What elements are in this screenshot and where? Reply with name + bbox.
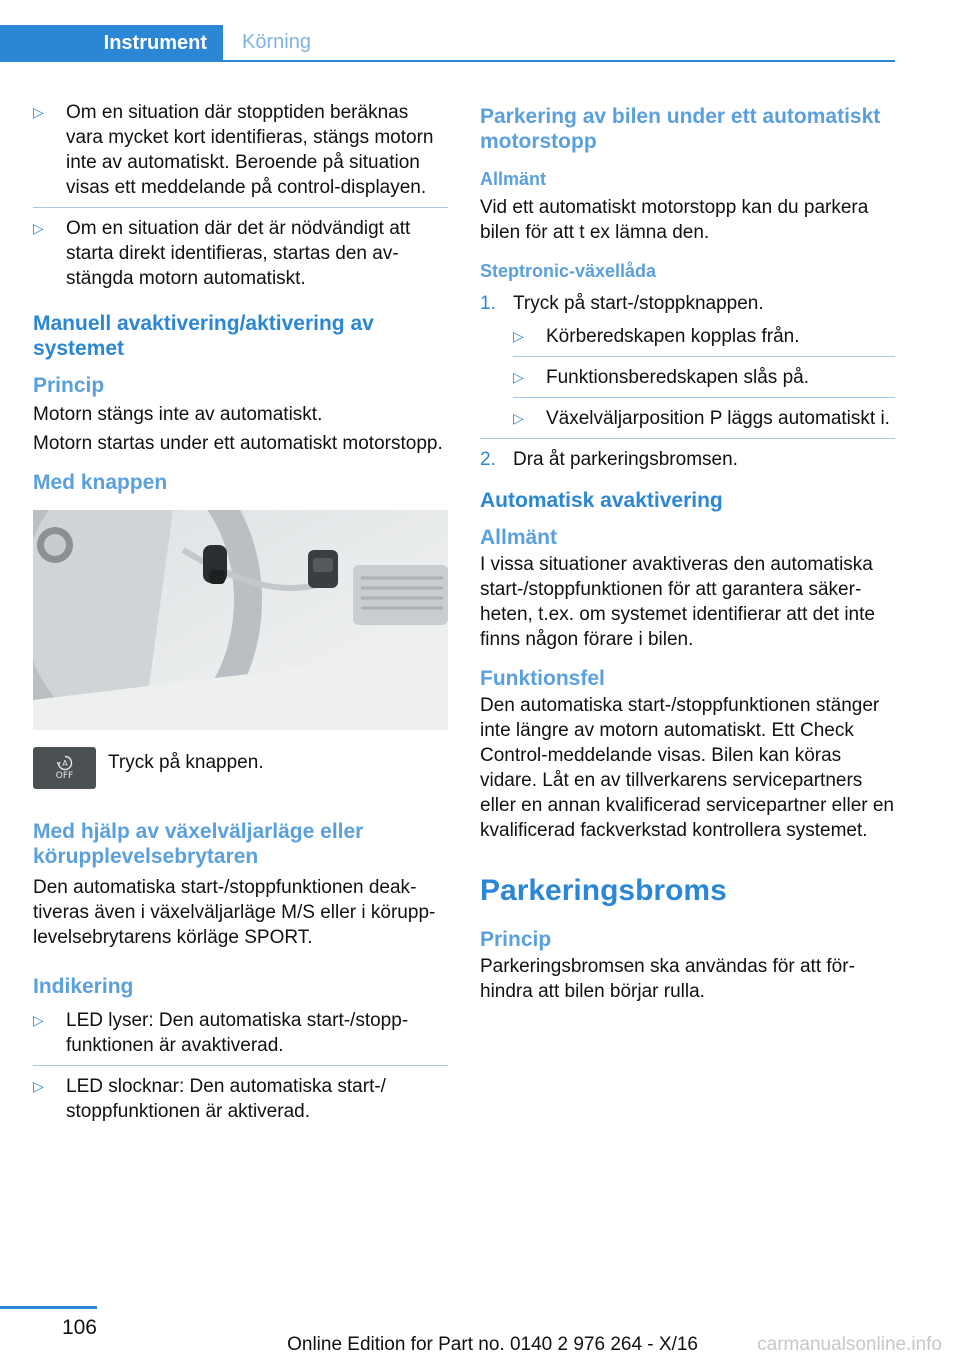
left-column (33, 100, 448, 1140)
funktionsfel-paragraph: Den automatiska start-/stoppfunktionen stänger inte längre av motorn automatiskt. Ett Check Control-meddelande visas. Bilen kan köras vidare. Låt en av tillverkarens servicepartners eller en annan kvalificerad servicepartner eller en kvalificerad fackverkstad kontrollera systemet. (480, 695, 895, 841)
list-item: 1. Tryck på start-/stoppknappen. ▷ Körberedskapen kopplas från. ▷ Funktionsberedskapen slås på. ▷ Växelväljarposition P läggs automatiskt i. (480, 291, 895, 439)
heading-automatisk-avaktivering: Automatisk avaktivering (480, 489, 723, 512)
heading-allmant-1: Allmänt (480, 169, 547, 189)
heading-indikering: Indikering (33, 975, 134, 998)
heading-princip: Princip (33, 374, 105, 397)
heading-princip-2: Princip (480, 928, 552, 951)
triangle-bullet-icon: ▷ (33, 1078, 44, 1094)
list-item: ▷ Om en situation där stopptiden beräknas vara mycket kort identifieras, stängs motorn inte av automatiskt. Beroende på situation visas ett meddelande på control-displayen. (33, 100, 448, 208)
tab-korning[interactable]: Körning (242, 31, 311, 53)
heading-med-knappen: Med knappen (33, 471, 168, 494)
page-number: 106 (61, 1316, 97, 1339)
list-item: ▷ Om en situation där det är nödvändigt att starta direkt identifieras, startas den avstängda motorn automatiskt. (33, 218, 411, 289)
list-item: ▷ Funktionsberedskapen slås på. (513, 365, 895, 398)
right-column (480, 100, 895, 1004)
step-1-sublist (513, 324, 895, 431)
page-number-rule (0, 1306, 97, 1309)
heading-funktionsfel: Funktionsfel (480, 667, 605, 690)
vaxel-paragraph: Den automatiska start-/stoppfunktionen deaktiveras även i växelväljarläge M/S eller i körupplevelsebrytarens körläge SPORT. (33, 877, 436, 948)
button-caption: Tryck på knappen. (108, 752, 264, 773)
watermark: carmanualsonline.info (757, 1334, 942, 1355)
allmant-2-paragraph: I vissa situationer avaktiveras den automatiska start-/stoppfunktionen för att garantera säkerheten, t.ex. om systemet identifierar att det inte finns någon förare i bilen. (480, 554, 875, 650)
triangle-bullet-icon: ▷ (513, 410, 524, 426)
dashboard-photo (33, 510, 448, 730)
heading-allmant-2: Allmänt (480, 526, 558, 549)
button-caption-row (33, 747, 448, 789)
button-icon-label: OFF (55, 771, 74, 781)
list-item: ▷ LED lyser: Den automatiska start-/stoppfunktionen är avaktiverad. (33, 1008, 448, 1066)
edition-footer: Online Edition for Part no. 0140 2 976 264 - X/16 (287, 1334, 698, 1355)
heading-parkering: Parkering av bilen under ett automatiskt motorstopp (480, 105, 881, 153)
stop-conditions-list (33, 100, 448, 299)
auto-start-stop-button-icon (33, 747, 96, 789)
dashboard-illustration (33, 510, 448, 730)
princip-line-2: Motorn startas under ett automatiskt motorstopp. (33, 433, 443, 454)
header-rule (0, 60, 895, 62)
princip-line-1: Motorn stängs inte av automatiskt. (33, 404, 323, 425)
triangle-bullet-icon: ▷ (513, 328, 524, 344)
princip-2-paragraph: Parkeringsbromsen ska användas för att förhindra att bilen börjar rulla. (480, 956, 855, 1002)
heading-steptronic: Steptronic-växellåda (480, 261, 657, 281)
step-number: 2. (480, 449, 496, 470)
triangle-bullet-icon: ▷ (33, 220, 44, 236)
steptronic-steps (480, 291, 895, 480)
heading-parkeringsbroms: Parkeringsbroms (480, 874, 727, 907)
list-item: 2. Dra åt parkeringsbromsen. (480, 449, 738, 470)
heading-med-hjalp: Med hjälp av växelväljarläge eller körupplevelsebrytaren (33, 820, 364, 868)
heading-manual-deactivation: Manuell avaktivering/aktivering av systemet (33, 312, 374, 360)
auto-a-icon (57, 755, 73, 771)
step-number: 1. (480, 293, 496, 314)
svg-text:A: A (61, 759, 68, 768)
indikering-list (33, 1008, 448, 1132)
list-item: ▷ Växelväljarposition P läggs automatiskt i. (513, 408, 890, 429)
triangle-bullet-icon: ▷ (33, 104, 44, 120)
tab-instrument[interactable]: Instrument (0, 25, 223, 62)
allmant-1-paragraph: Vid ett automatiskt motorstopp kan du parkera bilen för att t ex lämna den. (480, 197, 869, 243)
header-tabbar (0, 25, 895, 62)
triangle-bullet-icon: ▷ (33, 1012, 44, 1028)
list-item: ▷ LED slocknar: Den automatiska start-/ stoppfunktionen är aktiverad. (33, 1076, 386, 1122)
list-item: ▷ Körberedskapen kopplas från. (513, 324, 895, 357)
triangle-bullet-icon: ▷ (513, 369, 524, 385)
